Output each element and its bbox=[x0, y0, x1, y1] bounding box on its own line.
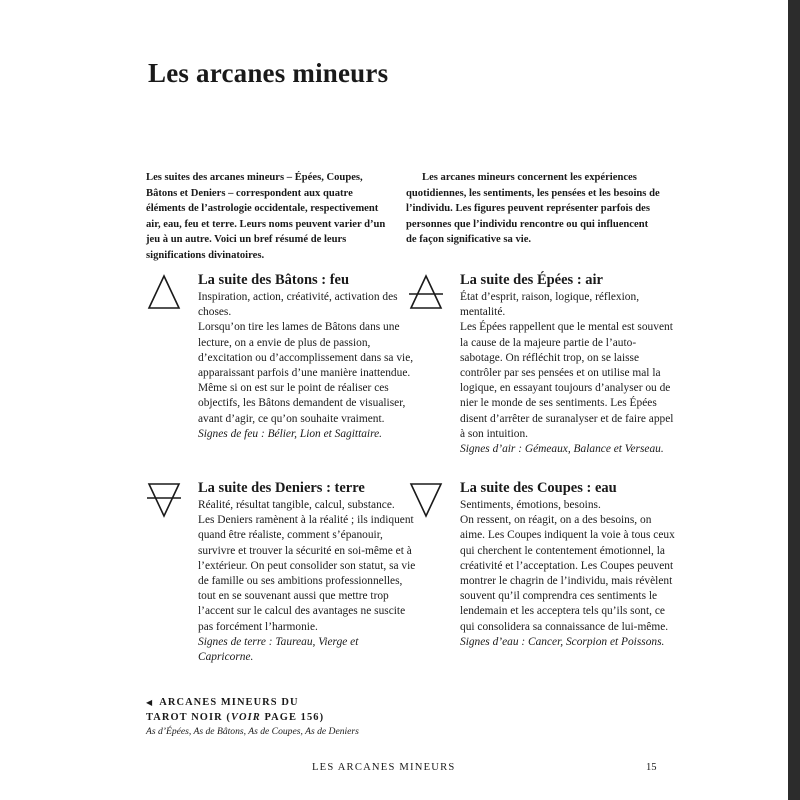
air-triangle-icon bbox=[408, 272, 444, 312]
section-epees bbox=[408, 272, 678, 457]
page-number: 15 bbox=[646, 762, 657, 773]
earth-triangle-icon bbox=[146, 480, 182, 520]
fire-triangle-icon bbox=[146, 272, 182, 312]
caption-line2-pre: TAROT NOIR ( bbox=[146, 712, 231, 723]
section-body: On ressent, on réagit, on a des besoins, on aime. Les Coupes indiquent la voie à tous ceux qui cherchent le contentement émotionnel, la créativité et l’acceptation. Les Coupes peuvent montrer le chagrin de l’individu, mais révèlent souvent qu’il comprendra ces sentiments le lendemain et les acceptera tels qu’ils sont, ce qui consolidera sa connaissance de lui-même. bbox=[460, 514, 675, 633]
section-signs: Signes d’air : Gémeaux, Balance et Verseau. bbox=[460, 443, 664, 456]
intro-right-paragraph: Les arcanes mineurs concernent les expériences quotidiennes, les sentiments, les pensées et les besoins de l’individu. Les figures peuvent représenter parfois des personnes que l’individu rencontre ou qui influencent de façon significative sa vie. bbox=[406, 172, 660, 245]
caption-title bbox=[146, 695, 426, 725]
section-signs: Signes d’eau : Cancer, Scorpion et Poissons. bbox=[460, 635, 665, 648]
section-keywords: Réalité, résultat tangible, calcul, substance. bbox=[198, 499, 395, 511]
caption-line1: ARCANES MINEURS DU bbox=[159, 697, 299, 708]
section-keywords: Inspiration, action, créativité, activation des choses. bbox=[198, 291, 398, 319]
section-signs: Signes de terre : Taureau, Vierge et Capricorne. bbox=[198, 635, 359, 664]
image-caption bbox=[146, 695, 426, 739]
caption-line2-post: PAGE 156) bbox=[260, 712, 325, 723]
section-keywords: État d’esprit, raison, logique, réflexion, mentalité. bbox=[460, 291, 640, 319]
running-head: LES ARCANES MINEURS bbox=[312, 762, 456, 773]
caption-line2-em: VOIR bbox=[230, 712, 261, 723]
page-title: Les arcanes mineurs bbox=[148, 58, 389, 88]
section-signs: Signes de feu : Bélier, Lion et Sagittaire. bbox=[198, 427, 383, 440]
section-title: La suite des Deniers : terre bbox=[198, 480, 365, 496]
section-body: Lorsqu’on tire les lames de Bâtons dans une lecture, on a envie de plus de passion, d’excitation ou d’accomplissement dans sa vie, apparaissant parfois d’une manière inattendue. Même si on est sur le point de réaliser ces objectifs, les Bâtons demandent de visualiser, avant d’agir, ce qu’on souhaite vraiment. bbox=[198, 321, 414, 425]
section-title: La suite des Coupes : eau bbox=[460, 480, 617, 496]
section-deniers bbox=[146, 480, 416, 665]
section-coupes bbox=[408, 480, 678, 650]
left-arrow-icon: ◀ bbox=[146, 698, 154, 707]
section-body: Les Épées rappellent que le mental est souvent la cause de la majeure partie de l’auto-sabotage. On réfléchit trop, on se laisse contrôler par ses pensées et on utilise mal la logique, en essayant toujours d’analyser ou de nier le monde de ses sentiments. Les Épées disent d’arrêter de suranalyser et de faire appel à son intuition. bbox=[460, 321, 674, 440]
page-edge-dark-strip bbox=[788, 0, 800, 800]
intro-left-paragraph: Les suites des arcanes mineurs – Épées, Coupes, Bâtons et Deniers – correspondent aux quatre éléments de l’astrologie occidentale, respectivement air, eau, feu et terre. Leurs noms peuvent varier d’un jeu à un autre. Voici un bref résumé de leurs significations divinatoires. bbox=[146, 172, 386, 261]
caption-subtitle: As d’Épées, As de Bâtons, As de Coupes, As de Deniers bbox=[146, 726, 359, 737]
water-triangle-icon bbox=[408, 480, 444, 520]
section-batons bbox=[146, 272, 416, 442]
section-title: La suite des Épées : air bbox=[460, 272, 603, 288]
book-page bbox=[88, 0, 788, 800]
section-body: Les Deniers ramènent à la réalité ; ils indiquent quand être réaliste, comment s’épanouir, survivre et trouver la sécurité en soi-même et à l’extérieur. On peut consolider son statut, sa vie de famille ou ses ambitions professionnelles, tout en se souvenant aussi que mettre trop l’accent sur le calcul des avantages ne suscite pas forcément l’harmonie. bbox=[198, 514, 416, 633]
section-title: La suite des Bâtons : feu bbox=[198, 272, 350, 288]
section-keywords: Sentiments, émotions, besoins. bbox=[460, 499, 601, 511]
